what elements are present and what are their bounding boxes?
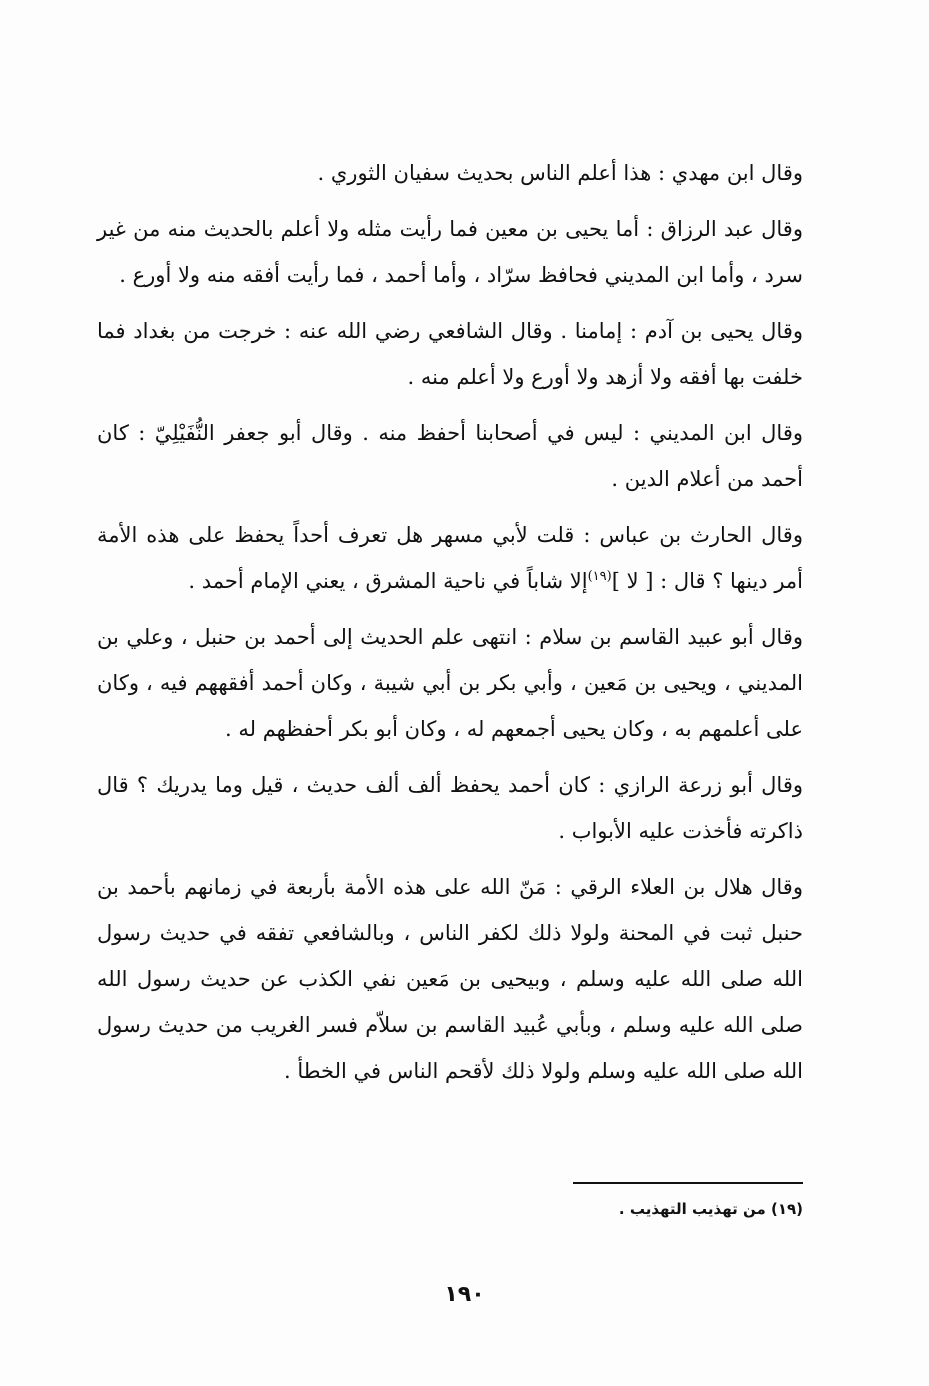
- paragraph-abu-ubayd: وقال أبو عبيد القاسم بن سلام : انتهى علم الحديث إلى أحمد بن حنبل ، وعلي بن المديني ، ويحيى بن مَعين ، وأبي بكر بن أبي شيبة ، وكان أحمد أفقههم فيه ، وكان على أعلمهم به ، وكان يحيى أجمعهم له ، وكان أبو بكر أحفظهم له .: [97, 625, 803, 741]
- page-number: ١٩٠: [444, 1282, 485, 1307]
- paragraph-harith-ibn-abbas: [97, 512, 803, 604]
- paragraph-ibn-al-madini: وقال ابن المديني : ليس في أصحابنا أحفظ منه . وقال أبو جعفر النُّفَيْلِيّ : كان أحمد من أعلام الدين .: [97, 421, 803, 491]
- paragraph-abd-al-razzaq: وقال عبد الرزاق : أما يحيى بن معين فما رأيت مثله ولا أعلم بالحديث منه من غير سرد ، وأما ابن المديني فحافظ سرّاد ، وأما أحمد ، فما رأيت أفقه منه ولا أورع .: [97, 217, 803, 287]
- paragraph-hilal-ibn-al-ala: وقال هلال بن العلاء الرقي : مَنّ الله على هذه الأمة بأربعة في زمانهم بأحمد بن حنبل ثبت في المحنة ولولا ذلك لكفر الناس ، وبالشافعي تفقه في حديث رسول الله صلى الله عليه وسلم ، وبيحيى بن مَعين نفي الكذب عن حديث رسول الله صلى الله عليه وسلم ، وبأبي عُبيد القاسم بن سلاّم فسر الغريب من حديث رسول الله صلى الله عليه وسلم ولولا ذلك لأقحم الناس في الخطأ .: [97, 875, 803, 1083]
- footnote-reference: (١٩): [587, 569, 612, 584]
- paragraph-ibn-mahdi: وقال ابن مهدي : هذا أعلم الناس بحديث سفيان الثوري .: [317, 161, 803, 185]
- paragraph-yahya-ibn-adam: وقال يحيى بن آدم : إمامنا . وقال الشافعي رضي الله عنه : خرجت من بغداد فما خلفت بها أفقه ولا أزهد ولا أورع ولا أعلم منه .: [97, 319, 803, 389]
- paragraph-abu-zura: وقال أبو زرعة الرازي : كان أحمد يحفظ ألف ألف حديث ، قيل وما يدريك ؟ قال ذاكرته فأخذت عليه الأبواب .: [97, 773, 803, 843]
- harith-text-before: وقال الحارث بن عباس : قلت لأبي مسهر هل تعرف أحداً يحفظ على هذه الأمة أمر دينها ؟ قال : [ لا ]: [97, 523, 803, 593]
- harith-text-after: إلا شاباً في ناحية المشرق ، يعني الإمام أحمد .: [188, 569, 588, 593]
- footnote: (١٩) من تهذيب التهذيب .: [618, 1200, 803, 1218]
- main-text: [97, 150, 803, 1104]
- footnote-divider: [573, 1182, 803, 1184]
